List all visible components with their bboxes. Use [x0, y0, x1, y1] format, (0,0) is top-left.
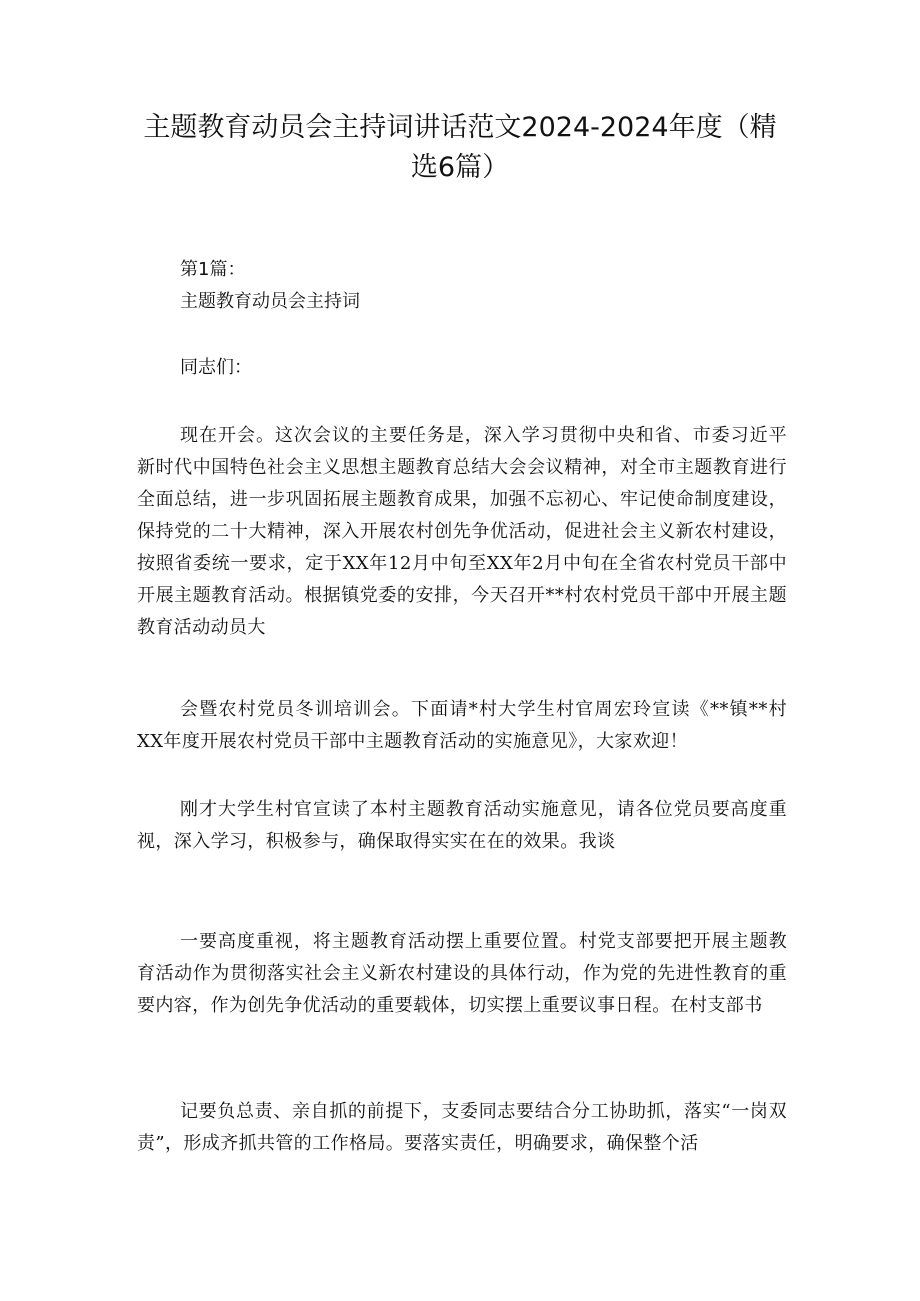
paragraph-3: 刚才大学生村官宣读了本村主题教育活动实施意见，请各位党员要高度重视，深入学习，积极参与，确保取得实实在在的效果。我谈 — [137, 799, 787, 852]
paragraph-5: 记要负总责、亲自抓的前提下，支委同志要结合分工协助抓，落实“一岗双责”，形成齐抓共管的工作格局。要落实责任，明确要求，确保整个活 — [137, 1101, 787, 1154]
section-heading: 第1篇： — [180, 259, 246, 280]
paragraph-4: 一要高度重视，将主题教育活动摆上重要位置。村党支部要把开展主题教育活动作为贯彻落实社会主义新农村建设的具体行动，作为党的先进性教育的重要内容，作为创先争优活动的重要载体，切实摆上重要议事日程。在村支部书 — [137, 931, 787, 1016]
greeting: 同志们： — [180, 357, 252, 378]
paragraph-1: 现在开会。这次会议的主要任务是，深入学习贯彻中央和省、市委习近平新时代中国特色社会主义思想主题教育总结大会会议精神，对全市主题教育进行全面总结，进一步巩固拓展主题教育成果，加强不忘初心、牢记使命制度建设，保持党的二十大精神，深入开展农村创先争优活动，促进社会主义新农村建设，按照省委统一要求，定于XX年12月中旬至XX年2月中旬在全省农村党员干部中开展主题教育活动。根据镇党委的安排，今天召开**村农村党员干部中开展主题教育活动动员大 — [137, 425, 787, 638]
document-title: 主题教育动员会主持词讲话范文2024-2024年度（精选6篇） — [143, 112, 777, 183]
paragraph-2: 会暨农村党员冬训培训会。下面请*村大学生村官周宏玲宣读《**镇**村XX年度开展农村党员干部中主题教育活动的实施意见》，大家欢迎！ — [137, 699, 787, 752]
document-subtitle: 主题教育动员会主持词 — [180, 291, 360, 312]
